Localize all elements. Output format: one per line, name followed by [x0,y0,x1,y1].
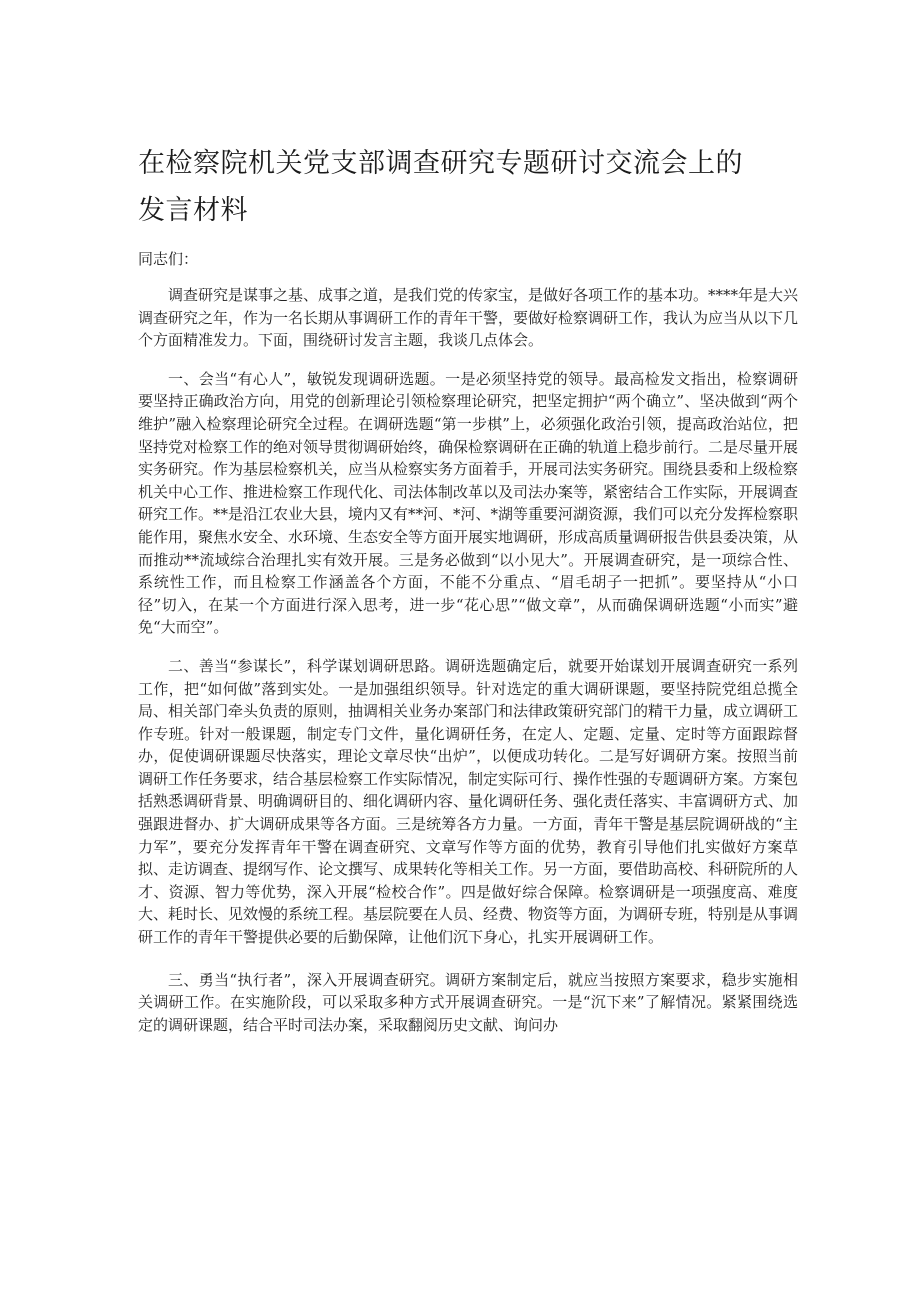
document-page [138,140,798,1036]
salutation: 同志们： [138,250,199,268]
paragraph-section-2: 二、善当“参谋长”，科学谋划调研思路。调研选题确定后，就要开始谋划开展调查研究一系列工作，把“如何做”落到实处。一是加强组织领导。针对选定的重大调研课题，要坚持院党组总揽全局、相关部门牵头负责的原则，抽调相关业务办案部门和法律政策研究部门的精干力量，成立调研工作专班。针对一般课题，制定专门文件，量化调研任务，在定人、定题、定量、定时等方面跟踪督办，促使调研课题尽快落实，理论文章尽快“出炉”，以便成功转化。二是写好调研方案。按照当前调研工作任务要求，结合基层检察工作实际情况，制定实际可行、操作性强的专题调研方案。方案包括熟悉调研背景、明确调研目的、细化调研内容、量化调研任务、强化责任落实、丰富调研方式、加强跟进督办、扩大调研成果等各方面。三是统筹各方力量。一方面，青年干警是基层院调研战的“主力军”，要充分发挥青年干警在调查研究、文章写作等方面的优势，教育引导他们扎实做好方案草拟、走访调查、提纲写作、论文撰写、成果转化等相关工作。另一方面，要借助高校、科研院所的人才、资源、智力等优势，深入开展“检校合作”。四是做好综合保障。检察调研是一项强度高、难度大、耗时长、见效慢的系统工程。基层院要在人员、经费、物资等方面，为调研专班，特别是从事调研工作的青年干警提供必要的后勤保障，让他们沉下身心，扎实开展调研工作。 [138,656,799,947]
title-line-2: 发言材料 [138,195,248,226]
paragraph-section-3: 三、勇当“执行者”，深入开展调查研究。调研方案制定后，就应当按照方案要求，稳步实施相关调研工作。在实施阶段，可以采取多种方式开展调查研究。一是“沉下来”了解情况。紧紧围绕选定的调研课题，结合平时司法办案，采取翻阅历史文献、询问办 [138,970,798,1034]
paragraph-section-1: 一、会当“有心人”，敏锐发现调研选题。一是必须坚持党的领导。最高检发文指出，检察调研要坚持正确政治方向，用党的创新理论引领检察理论研究，把坚定拥护“两个确立”、坚决做到“两个维护”融入检察理论研究全过程。在调研选题“第一步棋”上，必须强化政治引领，提高政治站位，把坚持党对检察工作的绝对领导贯彻调研始终，确保检察调研在正确的轨道上稳步前行。二是尽量开展实务研究。作为基层检察机关，应当从检察实务方面着手，开展司法实务研究。围绕县委和上级检察机关中心工作、推进检察工作现代化、司法体制改革以及司法办案等，紧密结合工作实际，开展调查研究工作。**是沿江农业大县，境内又有**河、*河、*湖等重要河湖资源，我们可以充分发挥检察职能作用，聚焦水安全、水环境、生态安全等方面开展实地调研，形成高质量调研报告供县委决策，从而推动**流域综合治理扎实有效开展。三是务必做到“以小见大”。开展调查研究，是一项综合性、系统性工作，而且检察工作涵盖各个方面，不能不分重点、“眉毛胡子一把抓”。要坚持从“小口径”切入，在某一个方面进行深入思考，进一步“花心思”“做文章”，从而确保调研选题“小而实”避免“大而空”。 [138,369,799,637]
paragraph-intro: 调查研究是谋事之基、成事之道，是我们党的传家宝，是做好各项工作的基本功。****年是大兴调查研究之年，作为一名长期从事调研工作的青年干警，要做好检察调研工作，我认为应当从以下几个方面精准发力。下面，围绕研讨发言主题，我谈几点体会。 [138,286,799,350]
title-line-1: 在检察院机关党支部调查研究专题研讨交流会上的 [138,148,743,179]
document-title [138,140,798,234]
